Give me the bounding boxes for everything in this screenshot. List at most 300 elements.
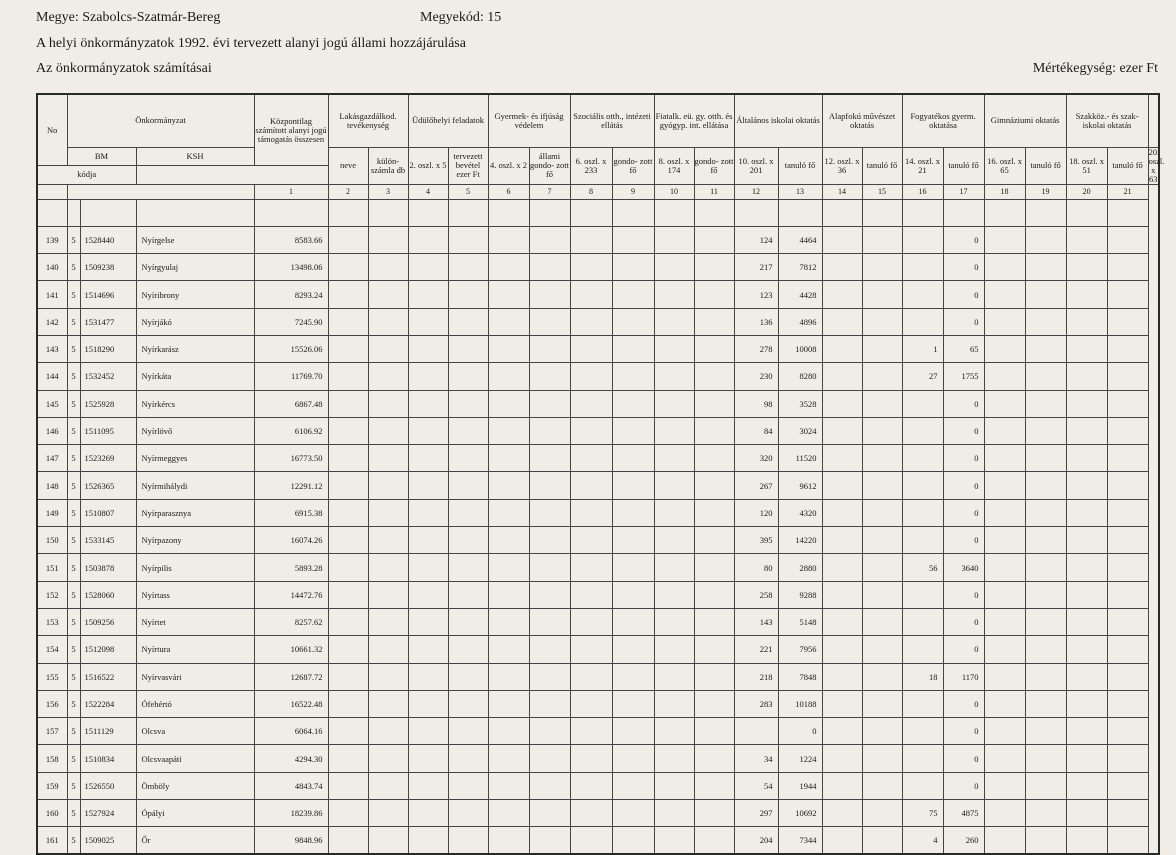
table-row — [37, 226, 1159, 253]
cell-col-5 — [448, 636, 488, 663]
cell-col-19 — [1025, 445, 1066, 472]
col-number: 3 — [368, 184, 408, 199]
cell-col-20 — [1066, 363, 1107, 390]
cell-col-19 — [1025, 690, 1066, 717]
cell-col-10 — [654, 417, 694, 444]
cell-col-18 — [984, 499, 1025, 526]
cell-col-15 — [862, 608, 902, 635]
cell-col-9 — [612, 527, 654, 554]
cell-col-6 — [488, 226, 529, 253]
cell-col-17: 1170 — [943, 663, 984, 690]
cell-col-3 — [368, 281, 408, 308]
cell-col-18 — [984, 308, 1025, 335]
cell-col-11 — [694, 417, 734, 444]
cell-no: 145 — [37, 390, 67, 417]
cell-bm-code: 5 — [67, 800, 80, 827]
cell-col-7 — [529, 499, 570, 526]
cell-col-19 — [1025, 581, 1066, 608]
cell-total: 6867.48 — [254, 390, 328, 417]
col-number: 15 — [862, 184, 902, 199]
cell-col-9 — [612, 417, 654, 444]
cell-col-20 — [1066, 281, 1107, 308]
cell-col-20 — [1066, 226, 1107, 253]
cell-no: 156 — [37, 690, 67, 717]
cell-col-12 — [734, 718, 778, 745]
spacer-cell — [612, 199, 654, 226]
cell-col-16 — [902, 527, 943, 554]
cell-col-2 — [328, 445, 368, 472]
cell-col-16 — [902, 581, 943, 608]
cell-col-12: 123 — [734, 281, 778, 308]
cell-col-10 — [654, 827, 694, 854]
cell-col-12: 136 — [734, 308, 778, 335]
cell-col-11 — [694, 745, 734, 772]
cell-total: 6106.92 — [254, 417, 328, 444]
group-gyermek-header: Gyermek- és ifjúság védelem — [488, 94, 570, 147]
col-number: 14 — [822, 184, 862, 199]
cell-col-21 — [1107, 663, 1148, 690]
cell-col-2 — [328, 308, 368, 335]
cell-col-4 — [408, 363, 448, 390]
cell-col-8 — [570, 445, 612, 472]
cell-col-6 — [488, 690, 529, 717]
col-21-header: 20. oszl. x 63 — [1148, 146, 1165, 184]
cell-col-10 — [654, 772, 694, 799]
cell-col-3 — [368, 581, 408, 608]
cell-col-12: 54 — [734, 772, 778, 799]
spacer-cell — [943, 199, 984, 226]
cell-col-3 — [368, 527, 408, 554]
cell-no: 150 — [37, 527, 67, 554]
cell-name: Nyírtet — [136, 608, 254, 635]
cell-col-12: 258 — [734, 581, 778, 608]
cell-no: 152 — [37, 581, 67, 608]
cell-col-8 — [570, 772, 612, 799]
cell-col-7 — [529, 663, 570, 690]
cell-ksh-code: 1516522 — [80, 663, 136, 690]
cell-col-16: 56 — [902, 554, 943, 581]
group-udulo-header: Üdülőhelyi feladatok — [408, 94, 488, 147]
spacer-cell — [984, 199, 1025, 226]
cell-ksh-code: 1525928 — [80, 390, 136, 417]
cell-col-10 — [654, 527, 694, 554]
cell-name: Nyírparasznya — [136, 499, 254, 526]
cell-col-2 — [328, 226, 368, 253]
cell-col-13: 10008 — [778, 335, 822, 362]
cell-col-16: 27 — [902, 363, 943, 390]
cell-col-11 — [694, 608, 734, 635]
cell-col-10 — [654, 581, 694, 608]
cell-col-17: 260 — [943, 827, 984, 854]
cell-col-16 — [902, 226, 943, 253]
table-row — [37, 745, 1159, 772]
cell-col-4 — [408, 308, 448, 335]
cell-col-9 — [612, 800, 654, 827]
cell-col-21 — [1107, 472, 1148, 499]
cell-col-10 — [654, 390, 694, 417]
cell-bm-code: 5 — [67, 335, 80, 362]
cell-col-4 — [408, 472, 448, 499]
cell-col-19 — [1025, 745, 1066, 772]
cell-col-17: 0 — [943, 608, 984, 635]
col-number: 12 — [734, 184, 778, 199]
cell-col-15 — [862, 472, 902, 499]
cell-ksh-code: 1532452 — [80, 363, 136, 390]
cell-col-16: 75 — [902, 800, 943, 827]
cell-col-6 — [488, 281, 529, 308]
cell-col-8 — [570, 554, 612, 581]
cell-col-15 — [862, 827, 902, 854]
table-row — [37, 554, 1159, 581]
cell-col-5 — [448, 226, 488, 253]
cell-col-6 — [488, 745, 529, 772]
cell-col-3 — [368, 390, 408, 417]
cell-bm-code: 5 — [67, 499, 80, 526]
cell-col-11 — [694, 800, 734, 827]
cell-col-17: 1755 — [943, 363, 984, 390]
table-row — [37, 663, 1159, 690]
cell-col-13: 9288 — [778, 581, 822, 608]
cell-col-2 — [328, 363, 368, 390]
cell-col-20 — [1066, 581, 1107, 608]
cell-bm-code: 5 — [67, 472, 80, 499]
cell-no: 144 — [37, 363, 67, 390]
cell-col-11 — [694, 472, 734, 499]
cell-col-11 — [694, 335, 734, 362]
spacer-row — [37, 199, 1159, 226]
cell-col-8 — [570, 417, 612, 444]
cell-col-14 — [822, 772, 862, 799]
cell-col-10 — [654, 745, 694, 772]
cell-name: Nyírtura — [136, 636, 254, 663]
cell-col-16 — [902, 390, 943, 417]
cell-name: Olcsva — [136, 718, 254, 745]
cell-col-16 — [902, 718, 943, 745]
cell-col-4 — [408, 690, 448, 717]
cell-col-13: 10188 — [778, 690, 822, 717]
cell-total: 8257.62 — [254, 608, 328, 635]
spacer-cell — [694, 199, 734, 226]
cell-col-10 — [654, 445, 694, 472]
cell-col-6 — [488, 554, 529, 581]
col-10-header: gondo- zott fő — [694, 147, 734, 184]
cell-col-11 — [694, 690, 734, 717]
cell-col-17: 0 — [943, 226, 984, 253]
cell-col-3 — [368, 308, 408, 335]
cell-col-12: 84 — [734, 417, 778, 444]
cell-col-13: 3024 — [778, 417, 822, 444]
data-table — [36, 93, 1165, 855]
cell-name: Nyírtass — [136, 581, 254, 608]
cell-col-20 — [1066, 527, 1107, 554]
cell-col-7 — [529, 390, 570, 417]
col-11-header: 10. oszl. x 201 — [734, 147, 778, 184]
spacer-cell — [902, 199, 943, 226]
cell-name: Nyírmihálydi — [136, 472, 254, 499]
cell-col-2 — [328, 499, 368, 526]
cell-col-4 — [408, 636, 448, 663]
cell-col-13: 1224 — [778, 745, 822, 772]
cell-col-15 — [862, 554, 902, 581]
table-row — [37, 800, 1159, 827]
cell-name: Nyírmeggyes — [136, 445, 254, 472]
spacer-cell — [734, 199, 778, 226]
col-onkormanyzat-header: Önkormányzat — [67, 94, 254, 147]
cell-bm-code: 5 — [67, 581, 80, 608]
cell-col-7 — [529, 554, 570, 581]
cell-col-8 — [570, 636, 612, 663]
cell-ksh-code: 1526550 — [80, 772, 136, 799]
cell-col-18 — [984, 226, 1025, 253]
cell-col-17: 0 — [943, 772, 984, 799]
col-8-header: gondo- zott fő — [612, 147, 654, 184]
cell-col-10 — [654, 718, 694, 745]
cell-col-6 — [488, 363, 529, 390]
cell-col-17: 0 — [943, 690, 984, 717]
cell-col-4 — [408, 554, 448, 581]
cell-col-16 — [902, 499, 943, 526]
table-row — [37, 445, 1159, 472]
cell-col-7 — [529, 363, 570, 390]
cell-total: 11769.70 — [254, 363, 328, 390]
cell-total: 16522.48 — [254, 690, 328, 717]
cell-col-18 — [984, 527, 1025, 554]
cell-no: 148 — [37, 472, 67, 499]
cell-name: Nyírkércs — [136, 390, 254, 417]
cell-col-13: 11520 — [778, 445, 822, 472]
table-row — [37, 472, 1159, 499]
cell-col-13: 10692 — [778, 800, 822, 827]
cell-col-9 — [612, 226, 654, 253]
cell-col-5 — [448, 472, 488, 499]
cell-col-6 — [488, 527, 529, 554]
cell-col-14 — [822, 827, 862, 854]
col-number: 11 — [694, 184, 734, 199]
table-body — [37, 199, 1159, 854]
cell-col-14 — [822, 636, 862, 663]
cell-no: 151 — [37, 554, 67, 581]
cell-col-19 — [1025, 554, 1066, 581]
cell-col-6 — [488, 608, 529, 635]
cell-col-16: 18 — [902, 663, 943, 690]
cell-col-19 — [1025, 335, 1066, 362]
cell-col-13: 0 — [778, 718, 822, 745]
cell-col-19 — [1025, 226, 1066, 253]
cell-col-11 — [694, 390, 734, 417]
cell-no: 158 — [37, 745, 67, 772]
cell-col-9 — [612, 554, 654, 581]
col-bm-header: BM — [67, 147, 136, 166]
cell-col-18 — [984, 417, 1025, 444]
cell-col-19 — [1025, 308, 1066, 335]
cell-col-7 — [529, 527, 570, 554]
cell-col-12: 120 — [734, 499, 778, 526]
cell-col-16 — [902, 281, 943, 308]
cell-col-3 — [368, 554, 408, 581]
cell-col-4 — [408, 718, 448, 745]
cell-col-13: 7848 — [778, 663, 822, 690]
cell-col-7 — [529, 745, 570, 772]
cell-col-14 — [822, 718, 862, 745]
col-13-header: 12. oszl. x 36 — [822, 147, 862, 184]
cell-col-19 — [1025, 254, 1066, 281]
cell-total: 8583.66 — [254, 226, 328, 253]
cell-col-7 — [529, 718, 570, 745]
cell-col-20 — [1066, 827, 1107, 854]
cell-col-5 — [448, 254, 488, 281]
cell-col-13: 4464 — [778, 226, 822, 253]
cell-total: 14472.76 — [254, 581, 328, 608]
cell-col-12: 34 — [734, 745, 778, 772]
cell-col-11 — [694, 254, 734, 281]
cell-no: 157 — [37, 718, 67, 745]
cell-col-18 — [984, 745, 1025, 772]
cell-name: Nyírgyulaj — [136, 254, 254, 281]
cell-col-4 — [408, 608, 448, 635]
cell-col-16 — [902, 772, 943, 799]
cell-col-5 — [448, 608, 488, 635]
cell-col-18 — [984, 390, 1025, 417]
cell-col-10 — [654, 800, 694, 827]
cell-col-5 — [448, 827, 488, 854]
cell-col-11 — [694, 827, 734, 854]
spacer-cell — [1066, 199, 1107, 226]
cell-col-5 — [448, 390, 488, 417]
cell-col-8 — [570, 663, 612, 690]
cell-no: 147 — [37, 445, 67, 472]
cell-col-2 — [328, 335, 368, 362]
cell-ksh-code: 1503878 — [80, 554, 136, 581]
cell-col-15 — [862, 445, 902, 472]
table-row — [37, 772, 1159, 799]
cell-total: 8293.24 — [254, 281, 328, 308]
cell-col-12: 217 — [734, 254, 778, 281]
document-subtitle: Az önkormányzatok számításai — [36, 61, 212, 76]
cell-col-3 — [368, 827, 408, 854]
cell-no: 160 — [37, 800, 67, 827]
cell-col-16 — [902, 745, 943, 772]
spacer-cell — [136, 199, 254, 226]
spacer-cell — [654, 199, 694, 226]
cell-col-5 — [448, 663, 488, 690]
cell-col-3 — [368, 663, 408, 690]
cell-col-9 — [612, 445, 654, 472]
cell-col-15 — [862, 636, 902, 663]
cell-col-20 — [1066, 335, 1107, 362]
table-row — [37, 335, 1159, 362]
cell-col-14 — [822, 527, 862, 554]
cell-col-12: 221 — [734, 636, 778, 663]
cell-col-8 — [570, 527, 612, 554]
cell-col-7 — [529, 636, 570, 663]
cell-col-11 — [694, 581, 734, 608]
cell-col-17: 0 — [943, 527, 984, 554]
cell-ksh-code: 1510834 — [80, 745, 136, 772]
cell-col-4 — [408, 527, 448, 554]
cell-col-11 — [694, 527, 734, 554]
cell-col-10 — [654, 690, 694, 717]
table-row — [37, 281, 1159, 308]
cell-col-5 — [448, 690, 488, 717]
cell-col-3 — [368, 800, 408, 827]
cell-col-18 — [984, 636, 1025, 663]
cell-bm-code: 5 — [67, 281, 80, 308]
cell-total: 16773.50 — [254, 445, 328, 472]
cell-col-20 — [1066, 472, 1107, 499]
cell-col-11 — [694, 363, 734, 390]
cell-col-10 — [654, 254, 694, 281]
cell-name: Nyírpilis — [136, 554, 254, 581]
spacer-cell — [1107, 199, 1148, 226]
cell-col-17: 4875 — [943, 800, 984, 827]
cell-col-19 — [1025, 390, 1066, 417]
cell-name: Ömböly — [136, 772, 254, 799]
table-row — [37, 363, 1159, 390]
col-number: 4 — [408, 184, 448, 199]
cell-bm-code: 5 — [67, 718, 80, 745]
cell-col-7 — [529, 472, 570, 499]
table-row — [37, 527, 1159, 554]
cell-col-6 — [488, 335, 529, 362]
cell-col-18 — [984, 718, 1025, 745]
cell-total: 13498.06 — [254, 254, 328, 281]
cell-col-8 — [570, 335, 612, 362]
cell-total: 10661.32 — [254, 636, 328, 663]
cell-no: 149 — [37, 499, 67, 526]
cell-total: 9848.96 — [254, 827, 328, 854]
cell-col-16 — [902, 417, 943, 444]
cell-total: 7245.90 — [254, 308, 328, 335]
col-20-header: tanuló fő — [1107, 147, 1148, 184]
cell-bm-code: 5 — [67, 554, 80, 581]
cell-name: Ópályi — [136, 800, 254, 827]
cell-col-9 — [612, 335, 654, 362]
cell-col-13: 9612 — [778, 472, 822, 499]
cell-col-12: 80 — [734, 554, 778, 581]
cell-col-12: 297 — [734, 800, 778, 827]
cell-col-7 — [529, 690, 570, 717]
cell-col-14 — [822, 472, 862, 499]
spacer-cell — [488, 199, 529, 226]
cell-col-18 — [984, 581, 1025, 608]
cell-col-8 — [570, 499, 612, 526]
cell-col-17: 0 — [943, 499, 984, 526]
cell-col-19 — [1025, 499, 1066, 526]
cell-col-9 — [612, 363, 654, 390]
cell-col-19 — [1025, 281, 1066, 308]
cell-col-9 — [612, 718, 654, 745]
cell-col-21 — [1107, 827, 1148, 854]
cell-ksh-code: 1518290 — [80, 335, 136, 362]
cell-col-20 — [1066, 308, 1107, 335]
cell-col-15 — [862, 363, 902, 390]
cell-no: 155 — [37, 663, 67, 690]
cell-col-6 — [488, 499, 529, 526]
table-row — [37, 390, 1159, 417]
cell-bm-code: 5 — [67, 636, 80, 663]
cell-ksh-code: 1522284 — [80, 690, 136, 717]
cell-col-10 — [654, 281, 694, 308]
cell-col-11 — [694, 226, 734, 253]
cell-no: 143 — [37, 335, 67, 362]
cell-col-4 — [408, 772, 448, 799]
cell-col-7 — [529, 445, 570, 472]
cell-col-12: 267 — [734, 472, 778, 499]
cell-col-14 — [822, 690, 862, 717]
group-szocialis-header: Szociális otth., intézeti ellátás — [570, 94, 654, 147]
table-row — [37, 254, 1159, 281]
spacer-cell — [1025, 199, 1066, 226]
